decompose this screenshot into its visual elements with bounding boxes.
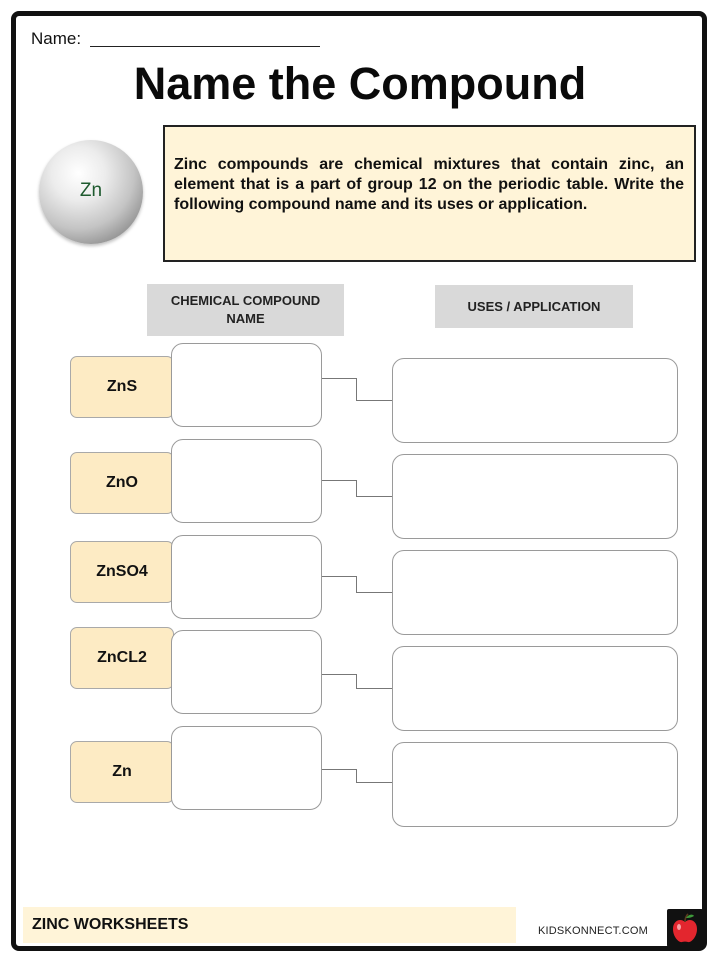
- formula-label: ZnO: [106, 474, 138, 491]
- footer-site: KIDSKONNECT.COM: [538, 925, 648, 937]
- formula-label: ZnCL2: [97, 649, 147, 666]
- page-title: Name the Compound: [133, 58, 587, 109]
- uses-answer-box[interactable]: [392, 646, 678, 731]
- name-line[interactable]: [90, 46, 320, 47]
- intro-text: Zinc compounds are chemical mixtures that contain zinc, an element that is a part of group 12 on the periodic table. Write the following compound name and its uses or application.: [174, 156, 684, 213]
- formula-box: [70, 627, 174, 689]
- uses-answer-box[interactable]: [392, 358, 678, 443]
- formula-label: ZnSO4: [96, 563, 148, 580]
- uses-answer-box[interactable]: [392, 454, 678, 539]
- compound-name-answer-box[interactable]: [171, 535, 322, 619]
- element-symbol: Zn: [79, 180, 103, 201]
- intro-box: [163, 125, 696, 262]
- compound-name-answer-box[interactable]: [171, 726, 322, 810]
- uses-answer-box[interactable]: [392, 550, 678, 635]
- formula-box: [70, 356, 174, 418]
- compound-name-answer-box[interactable]: [171, 343, 322, 427]
- apple-icon: [667, 909, 703, 947]
- column-header-compound-name-label: CHEMICAL COMPOUND NAME: [170, 293, 321, 326]
- column-header-compound-name: [147, 284, 344, 336]
- column-header-uses: [435, 285, 633, 328]
- footer-band: [23, 907, 516, 943]
- formula-box: [70, 541, 174, 603]
- compound-name-answer-box[interactable]: [171, 439, 322, 523]
- formula-label: ZnS: [106, 378, 138, 395]
- footer-title: ZINC WORKSHEETS: [32, 916, 189, 933]
- formula-box: [70, 741, 174, 803]
- column-header-uses-label: USES / APPLICATION: [467, 298, 601, 314]
- formula-box: [70, 452, 174, 514]
- compound-name-answer-box[interactable]: [171, 630, 322, 714]
- name-label: Name:: [31, 29, 82, 48]
- uses-answer-box[interactable]: [392, 742, 678, 827]
- formula-label: Zn: [112, 763, 132, 780]
